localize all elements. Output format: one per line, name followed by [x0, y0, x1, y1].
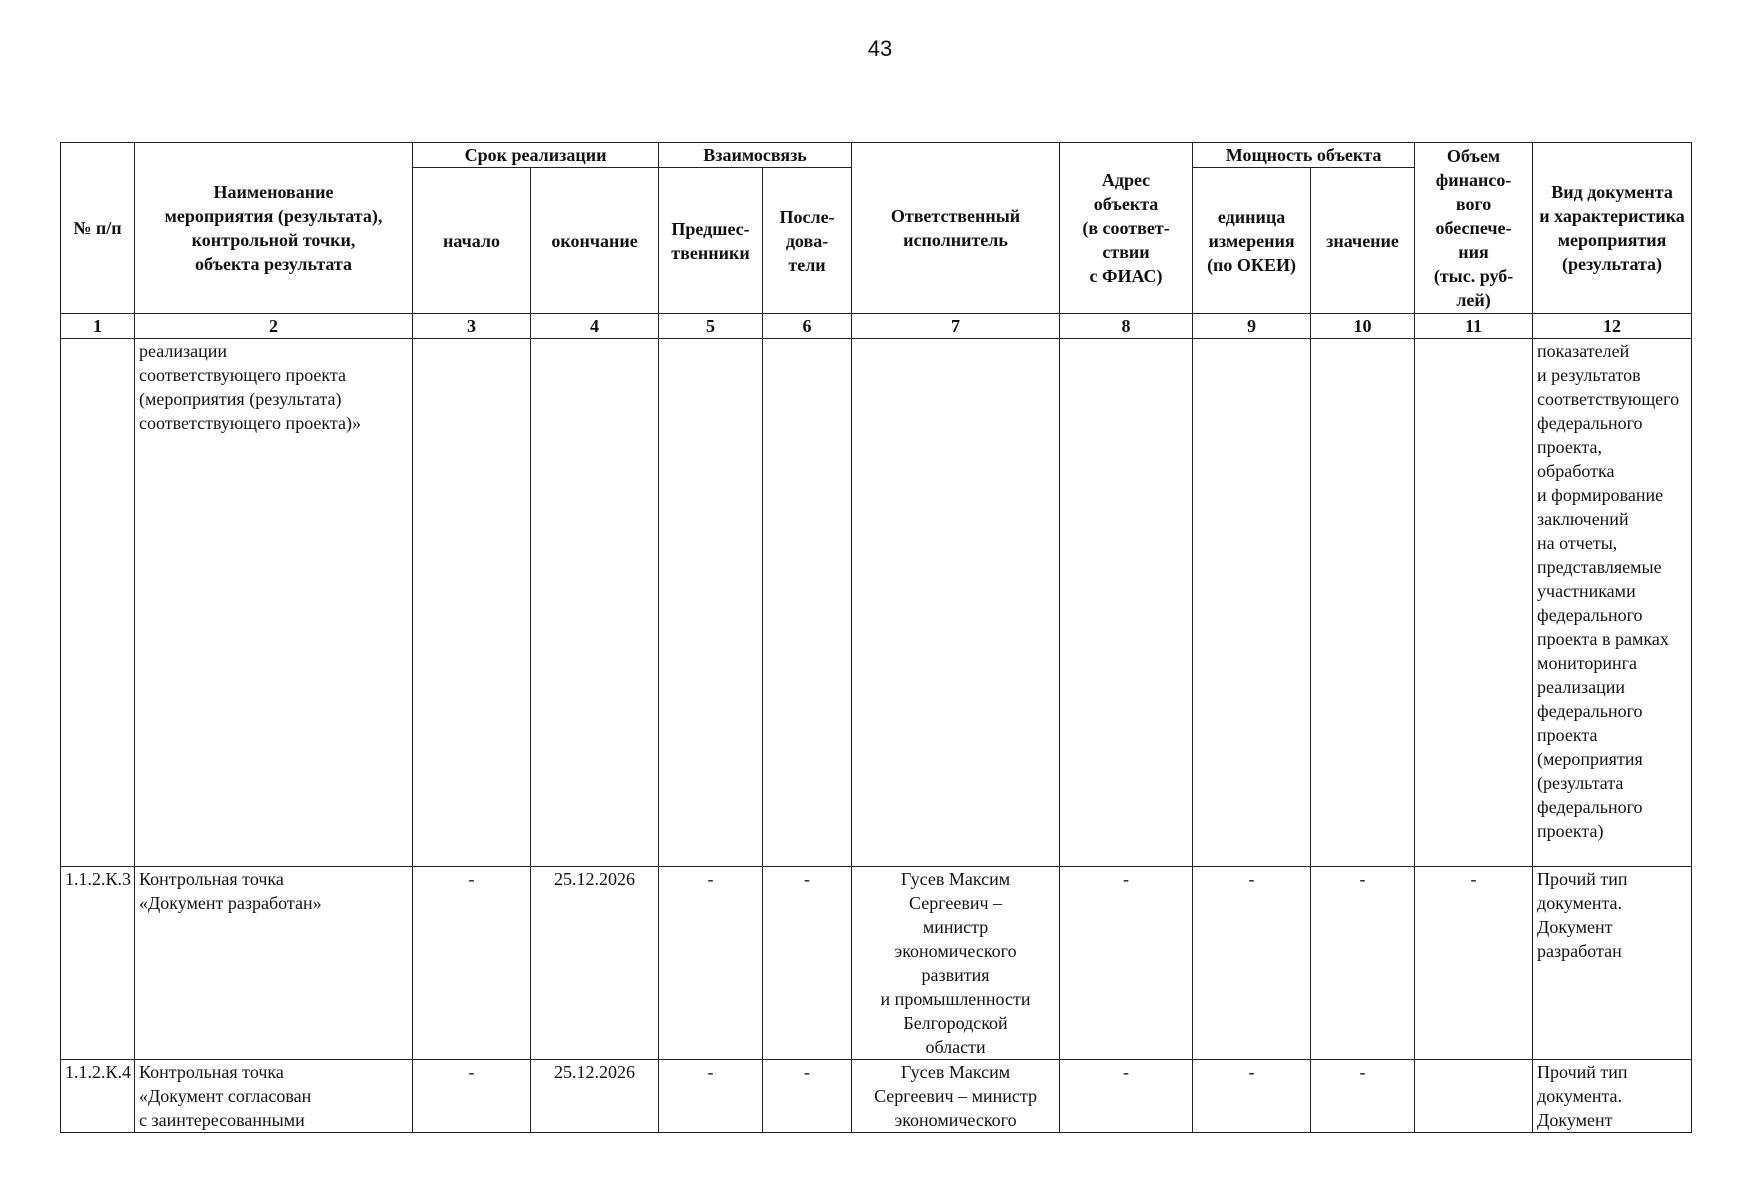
table-row — [61, 867, 1692, 1060]
row-succ: - — [763, 1060, 852, 1133]
row-document: показателей и результатов соответствующего федерального проекта, обработка и формирование заключений на отчеты, представляемые участниками федерального проекта в рамках мониторинга реализации федерального проекта (мероприятия (результата федерального проекта) — [1533, 339, 1692, 867]
header-successors: После- дова- тели — [763, 168, 852, 314]
row-pred: - — [659, 1060, 763, 1133]
col-number: 5 — [659, 314, 763, 339]
col-number: 4 — [531, 314, 659, 339]
header-end: окончание — [531, 168, 659, 314]
row-end: 25.12.2026 — [531, 867, 659, 1060]
row-num — [61, 339, 135, 867]
row-name: Контрольная точка «Документ согласован с заинтересованными — [135, 1060, 413, 1133]
row-document: Прочий тип документа. Документ разработан — [1533, 867, 1692, 1060]
header-address: Адрес объекта (в соответ- ствии с ФИАС) — [1060, 143, 1193, 314]
header-responsible: Ответственный исполнитель — [852, 143, 1060, 314]
row-start: - — [413, 867, 531, 1060]
page-number: 43 — [867, 36, 893, 61]
table-row — [61, 1060, 1692, 1133]
col-number: 9 — [1193, 314, 1311, 339]
header-predecessors: Предшес- твенники — [659, 168, 763, 314]
row-document: Прочий тип документа. Документ — [1533, 1060, 1692, 1133]
row-start: - — [413, 1060, 531, 1133]
row-financing — [1415, 339, 1533, 867]
header-unit: единица измерения (по ОКЕИ) — [1193, 168, 1311, 314]
col-number: 8 — [1060, 314, 1193, 339]
row-succ — [763, 339, 852, 867]
row-responsible: Гусев Максим Сергеевич – министр экономического — [852, 1060, 1060, 1133]
col-number: 3 — [413, 314, 531, 339]
column-number-row — [61, 314, 1692, 339]
col-number: 10 — [1311, 314, 1415, 339]
header-document: Вид документа и характеристика мероприятия (результата) — [1533, 143, 1692, 314]
header-power-group: Мощность объекта — [1193, 143, 1415, 168]
header-financing: Объем финансо- вого обеспече- ния (тыс. руб- лей) — [1415, 143, 1533, 314]
row-unit — [1193, 339, 1311, 867]
col-number: 6 — [763, 314, 852, 339]
col-number: 12 — [1533, 314, 1692, 339]
table-row — [61, 339, 1692, 867]
col-number: 1 — [61, 314, 135, 339]
row-num: 1.1.2.К.3 — [61, 867, 135, 1060]
row-end — [531, 339, 659, 867]
row-responsible: Гусев Максим Сергеевич – министр экономического развития и промышленности Белгородской области — [852, 867, 1060, 1060]
row-pred — [659, 339, 763, 867]
header-num: № п/п — [61, 143, 135, 314]
row-financing: - — [1415, 867, 1533, 1060]
row-num: 1.1.2.К.4 — [61, 1060, 135, 1133]
row-address — [1060, 339, 1193, 867]
row-succ: - — [763, 867, 852, 1060]
row-start — [413, 339, 531, 867]
row-address: - — [1060, 867, 1193, 1060]
row-pred: - — [659, 867, 763, 1060]
row-address: - — [1060, 1060, 1193, 1133]
header-value: значение — [1311, 168, 1415, 314]
row-responsible — [852, 339, 1060, 867]
header-link-group: Взаимосвязь — [659, 143, 852, 168]
header-term-group: Срок реализации — [413, 143, 659, 168]
row-end: 25.12.2026 — [531, 1060, 659, 1133]
plan-table — [60, 142, 1692, 1133]
col-number: 7 — [852, 314, 1060, 339]
row-value: - — [1311, 867, 1415, 1060]
header-start: начало — [413, 168, 531, 314]
col-number: 2 — [135, 314, 413, 339]
header-name: Наименование мероприятия (результата), контрольной точки, объекта результата — [135, 143, 413, 314]
col-number: 11 — [1415, 314, 1533, 339]
row-financing — [1415, 1060, 1533, 1133]
row-unit: - — [1193, 1060, 1311, 1133]
row-name: реализации соответствующего проекта (мероприятия (результата) соответствующего проекта)» — [135, 339, 413, 867]
row-name: Контрольная точка «Документ разработан» — [135, 867, 413, 1060]
row-value: - — [1311, 1060, 1415, 1133]
row-unit: - — [1193, 867, 1311, 1060]
row-value — [1311, 339, 1415, 867]
